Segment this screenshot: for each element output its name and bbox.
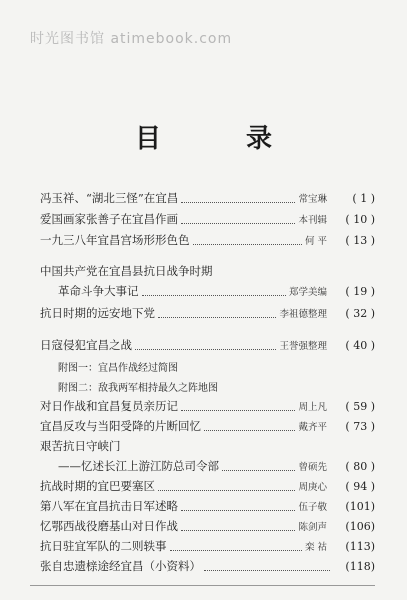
toc-entry-page: ( 32 ) [345, 306, 375, 320]
toc-entry-title: 忆鄂西战役磨基山对日作战 [40, 519, 178, 533]
toc-entry-page: ( 1 ) [352, 191, 375, 205]
toc-entry-page: ( 40 ) [345, 338, 375, 352]
toc-entry [40, 478, 375, 494]
toc-entry-title: 革命斗争大事记 [58, 284, 139, 298]
toc-entry-page: (113) [345, 539, 375, 553]
toc-entry-title: ——忆述长江上游江防总司令部 [58, 459, 219, 473]
page-edge-line [30, 585, 375, 586]
dot-leader [170, 550, 302, 551]
toc-entry [40, 190, 375, 206]
toc-entry-title: 宜昌反攻与当阳受降的片断回忆 [40, 419, 201, 433]
dot-leader [158, 317, 276, 318]
toc-entry-title: 爱国画家张善子在宜昌作画 [40, 212, 178, 226]
dot-leader [222, 470, 295, 471]
toc-entry-title: 附图一：宜昌作战经过简图 [58, 362, 178, 374]
toc-entry-title: 艰苦抗日守峡门 [40, 439, 121, 453]
toc-entry-author: 戴齐平 [298, 422, 327, 433]
toc-entry-page: ( 73 ) [345, 419, 375, 433]
toc-entry-title: 对日作战和宜昌复员亲历记 [40, 399, 178, 413]
dot-leader [204, 430, 295, 431]
dot-leader [135, 349, 276, 350]
toc-entry-author: 李祖德整理 [279, 309, 327, 320]
dot-leader [181, 202, 295, 203]
toc-entry-author: 常宝琳 [298, 194, 327, 205]
toc-entry [40, 232, 375, 248]
toc-entry-page: (118) [345, 559, 375, 573]
dot-leader [204, 570, 330, 571]
toc-entry-author: 王誉强整理 [279, 341, 327, 352]
toc-entry [40, 305, 375, 321]
toc-entry-author: 伍子敬 [298, 502, 327, 513]
toc-entry-title: 抗日时期的远安地下党 [40, 306, 155, 320]
toc-entry-author: 栾 祜 [304, 542, 327, 553]
dot-leader [181, 410, 295, 411]
toc-entry [40, 538, 375, 554]
toc-entry-author: 本刊辑 [298, 215, 327, 226]
toc-entry-title: 一九三八年宜昌宫场形形色色 [40, 233, 190, 247]
toc-entry [58, 283, 375, 299]
toc-entry [40, 518, 375, 534]
toc-entry-author: 何 平 [304, 236, 327, 247]
toc-entry-title: 冯玉祥、“湖北三怪”在宜昌 [40, 191, 179, 205]
toc-entry-author: 陈剑声 [298, 522, 327, 533]
toc-entry-author: 周庚心 [298, 482, 327, 493]
toc-entry-page: ( 59 ) [345, 399, 375, 413]
watermark-text: 时光图书馆 atimebook.com [30, 31, 233, 47]
toc-entry-title: 中国共产党在宜昌县抗日战争时期 [40, 264, 213, 278]
toc-entry [40, 337, 375, 353]
toc-entry-title: 抗战时期的宜巴要塞区 [40, 479, 155, 493]
toc-entry-title: 日寇侵犯宜昌之战 [40, 338, 132, 352]
toc-entry-page: (106) [345, 519, 375, 533]
toc-entry [40, 263, 375, 279]
toc-entry [58, 358, 375, 374]
toc-entry-title: 张自忠遗榇途经宜昌（小资料） [40, 559, 201, 573]
toc-entry-title: 附图二：敌我两军相持最久之阵地图 [58, 382, 218, 394]
toc-entry-title: 抗日驻宜军队的二则轶事 [40, 539, 167, 553]
dot-leader [142, 295, 286, 296]
toc-entry [40, 418, 375, 434]
toc-entry [58, 378, 375, 394]
toc-entry [40, 558, 375, 574]
toc-entry [40, 498, 375, 514]
page-title: 目 录 [134, 124, 311, 154]
dot-leader [158, 490, 295, 491]
toc-entry-author: 曾硕先 [298, 462, 327, 473]
toc-entry-page: ( 94 ) [345, 479, 375, 493]
toc-entry-page: ( 80 ) [345, 459, 375, 473]
toc-entry [40, 211, 375, 227]
toc-entry-title: 第八军在宜昌抗击日军述略 [40, 499, 178, 513]
dot-leader [181, 530, 295, 531]
toc-entry-page: ( 10 ) [345, 212, 375, 226]
toc-entry [40, 398, 375, 414]
toc-entry [58, 458, 375, 474]
dot-leader [181, 510, 295, 511]
toc-entry-author: 郑学美编 [288, 287, 327, 298]
dot-leader [193, 244, 302, 245]
dot-leader [181, 223, 295, 224]
toc-entry-author: 周上凡 [298, 402, 327, 413]
toc-entry-page: (101) [345, 499, 375, 513]
toc-entry [40, 438, 375, 454]
toc-entry-page: ( 19 ) [345, 284, 375, 298]
toc-entry-page: ( 13 ) [345, 233, 375, 247]
